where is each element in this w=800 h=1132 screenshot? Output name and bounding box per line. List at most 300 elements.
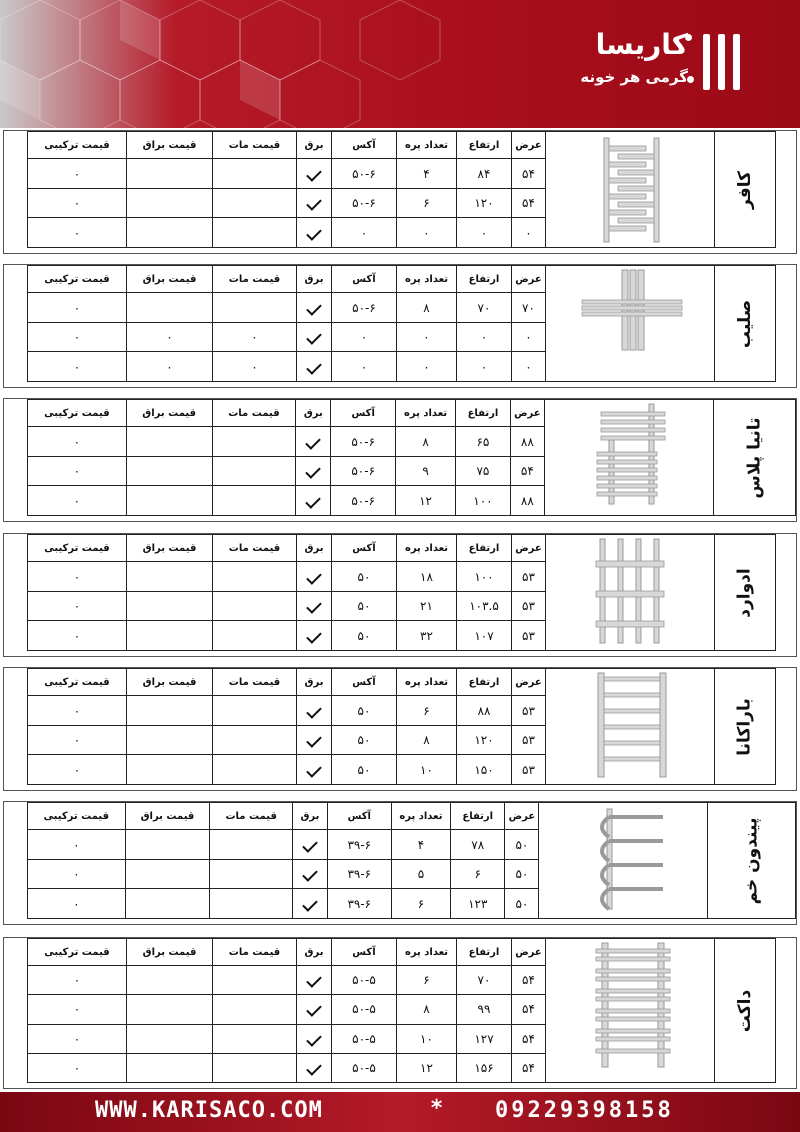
product-image [546,669,715,785]
electric-cell [297,188,332,218]
radiator-image-icon [546,939,714,1079]
glossy-cell [127,159,213,189]
width-cell: ۷۰ [512,293,546,323]
electric-cell [297,159,332,189]
glossy-cell [127,725,213,755]
height-cell: ۷۰ [457,293,512,323]
matte-cell [213,218,297,248]
glossy-cell [127,696,213,726]
matte-cell [213,966,297,995]
electric-cell [293,859,328,889]
column-header: آکس [332,535,397,562]
column-header: قیمت مات [212,400,296,427]
column-header: قیمت براق [127,132,213,159]
combined-cell: ۰ [28,591,127,621]
logo-dot-icon [687,76,694,83]
height-cell: ۱۵۶ [457,1053,512,1082]
matte-cell [212,427,296,457]
checkmark-icon [306,166,322,182]
axis-cell: ۵۰-۵ [332,1053,397,1082]
height-cell: ۶۵ [455,427,510,457]
product-image [544,400,713,516]
column-header: آکس [327,803,391,830]
product-name: ادوارد [735,567,755,618]
height-cell: ۰ [457,352,512,382]
combined-cell: ۰ [28,188,127,218]
electric-cell [297,1053,332,1082]
column-header: عرض [510,400,544,427]
column-header: قیمت مات [213,266,297,293]
column-header: قیمت ترکیبی [28,939,127,966]
product-table [27,802,796,919]
width-cell: ۵۰ [505,859,539,889]
combined-cell: ۰ [28,889,126,919]
width-cell: ۵۳ [512,696,546,726]
column-header: ارتفاع [457,132,512,159]
product-block [3,264,797,388]
electric-cell [297,322,332,352]
glossy-cell [126,486,212,516]
fins-cell: ۱۰ [397,1024,457,1053]
table-header-row [28,266,776,293]
axis-cell: ۰ [332,218,397,248]
radiator-image-icon [539,803,707,915]
axis-cell: ۵۰-۶ [331,456,396,486]
combined-cell: ۰ [28,486,127,516]
combined-cell: ۰ [28,621,127,651]
column-header: ارتفاع [455,400,510,427]
height-cell: ۱۲۰ [457,725,512,755]
combined-cell: ۰ [28,456,127,486]
product-name-cell [715,132,776,248]
product-name-cell [715,939,776,1083]
axis-cell: ۳۹-۶ [327,889,391,919]
glossy-cell [127,293,213,323]
column-header: آکس [331,400,396,427]
checkmark-icon [306,732,322,748]
radiator-image-icon [546,535,714,647]
column-header: قیمت براق [127,535,213,562]
matte-cell [210,830,293,860]
electric-cell [297,352,332,382]
axis-cell: ۵۰ [332,755,397,785]
width-cell: ۵۳ [512,591,546,621]
column-header: قیمت براق [125,803,210,830]
column-header: تعداد پره [397,266,457,293]
glossy-cell [125,830,210,860]
matte-cell [213,995,297,1024]
column-header: قیمت ترکیبی [28,132,127,159]
matte-cell [212,486,296,516]
column-header: تعداد پره [397,939,457,966]
glossy-cell [127,1053,213,1082]
matte-cell [213,562,297,592]
column-header: ارتفاع [457,939,512,966]
width-cell: ۵۴ [512,1024,546,1053]
matte-cell [213,1053,297,1082]
column-header: عرض [512,535,546,562]
axis-cell: ۵۰-۶ [331,486,396,516]
column-header: قیمت مات [210,803,293,830]
product-block [3,130,797,254]
height-cell: ۱۲۰ [457,188,512,218]
width-cell: ۵۴ [512,1053,546,1082]
column-header: ارتفاع [457,266,512,293]
column-header: قیمت مات [213,132,297,159]
width-cell: ۸۸ [510,427,544,457]
brand-name: کاریسا [595,28,688,61]
checkmark-icon [306,359,322,375]
axis-cell: ۵۰-۶ [332,159,397,189]
width-cell: ۵۴ [512,188,546,218]
width-cell: ۵۴ [512,159,546,189]
column-header: عرض [512,266,546,293]
combined-cell: ۰ [28,995,127,1024]
width-cell: ۵۳ [512,755,546,785]
axis-cell: ۵۰ [332,621,397,651]
checkmark-icon [306,434,322,450]
combined-cell: ۰ [28,1053,127,1082]
radiator-image-icon [546,266,714,378]
axis-cell: ۰ [332,352,397,382]
glossy-cell [127,1024,213,1053]
fins-cell: ۱۲ [396,486,456,516]
website-link[interactable]: WWW.KARISACO.COM [95,1098,323,1123]
fins-cell: ۸ [397,293,457,323]
electric-cell [297,696,332,726]
product-name: باراکانا [734,697,755,756]
width-cell: ۰ [512,218,546,248]
footer-banner [0,1092,800,1132]
electric-cell [297,293,332,323]
electric-cell [297,218,332,248]
product-name-cell [715,266,776,382]
column-header: برق [297,266,332,293]
height-cell: ۱۰۰ [457,562,512,592]
column-header: تعداد پره [396,400,456,427]
height-cell: ۹۹ [457,995,512,1024]
column-header: آکس [332,132,397,159]
width-cell: ۵۴ [510,456,544,486]
width-cell: ۵۳ [512,621,546,651]
column-header: برق [297,535,332,562]
product-block [3,533,797,657]
column-header: تعداد پره [397,132,457,159]
glossy-cell: ۰ [127,322,213,352]
column-header: آکس [332,266,397,293]
height-cell: ۱۲۳ [451,889,505,919]
fins-cell: ۱۲ [397,1053,457,1082]
combined-cell: ۰ [28,218,127,248]
height-cell: ۱۰۰ [455,486,510,516]
column-header: تعداد پره [391,803,450,830]
glossy-cell: ۰ [127,352,213,382]
combined-cell: ۰ [28,322,127,352]
column-header: تعداد پره [397,669,457,696]
height-cell: ۶ [451,859,505,889]
electric-cell [296,486,331,516]
column-header: آکس [332,939,397,966]
product-table [27,131,776,248]
column-header: قیمت ترکیبی [28,803,126,830]
height-cell: ۷۵ [455,456,510,486]
product-image [539,803,708,919]
combined-cell: ۰ [28,427,127,457]
product-block [3,937,797,1089]
fins-cell: ۴ [397,159,457,189]
matte-cell [213,725,297,755]
column-header: قیمت مات [213,939,297,966]
electric-cell [296,427,331,457]
height-cell: ۱۰۷ [457,621,512,651]
width-cell: ۸۸ [510,486,544,516]
column-header: قیمت ترکیبی [28,400,127,427]
fins-cell: ۸ [397,725,457,755]
width-cell: ۵۴ [512,995,546,1024]
axis-cell: ۳۹-۶ [327,859,391,889]
electric-cell [296,456,331,486]
matte-cell [212,456,296,486]
column-header: ارتفاع [451,803,505,830]
product-name: صلیب [735,299,755,348]
glossy-cell [127,188,213,218]
brand-tagline: گرمی هر خونه [580,68,688,86]
matte-cell: ۰ [213,322,297,352]
radiator-image-icon [546,132,714,244]
combined-cell: ۰ [28,859,126,889]
fins-cell: ۶ [391,889,450,919]
combined-cell: ۰ [28,725,127,755]
electric-cell [297,562,332,592]
glossy-cell [127,562,213,592]
combined-cell: ۰ [28,755,127,785]
fins-cell: ۶ [397,696,457,726]
axis-cell: ۵۰-۵ [332,966,397,995]
glossy-cell [127,218,213,248]
width-cell: ۰ [512,322,546,352]
table-header-row [28,803,796,830]
checkmark-icon [306,329,322,345]
product-image [546,132,715,248]
electric-cell [293,889,328,919]
height-cell: ۷۸ [451,830,505,860]
checkmark-icon [302,896,318,912]
glossy-cell [127,755,213,785]
footer-separator: * [430,1096,444,1121]
width-cell: ۵۴ [512,966,546,995]
axis-cell: ۵۰ [332,591,397,621]
product-name: تانیا پلاس [744,416,765,499]
axis-cell: ۵۰-۵ [332,995,397,1024]
product-name-cell [715,535,776,651]
product-name: داکت [735,989,755,1032]
column-header: قیمت مات [213,535,297,562]
axis-cell: ۵۰ [332,562,397,592]
width-cell: ۵۰ [505,889,539,919]
combined-cell: ۰ [28,696,127,726]
product-block [3,801,797,925]
fins-cell: ۱۸ [397,562,457,592]
column-header: ارتفاع [457,535,512,562]
column-header: عرض [512,669,546,696]
height-cell: ۸۴ [457,159,512,189]
column-header: قیمت ترکیبی [28,669,127,696]
phone-number[interactable]: 09229398158 [495,1098,674,1123]
electric-cell [297,621,332,651]
column-header: عرض [512,132,546,159]
width-cell: ۰ [512,352,546,382]
matte-cell: ۰ [213,352,297,382]
column-header: برق [297,669,332,696]
electric-cell [297,966,332,995]
combined-cell: ۰ [28,293,127,323]
column-header: برق [297,132,332,159]
glossy-cell [127,995,213,1024]
column-header: عرض [512,939,546,966]
logo-bars-icon [700,34,740,90]
matte-cell [213,188,297,218]
axis-cell: ۵۰-۶ [332,188,397,218]
column-header: تعداد پره [397,535,457,562]
fins-cell: ۱۰ [397,755,457,785]
product-name-cell [713,400,795,516]
width-cell: ۵۳ [512,562,546,592]
product-table [27,668,776,785]
combined-cell: ۰ [28,352,127,382]
fins-cell: ۳۲ [397,621,457,651]
checkmark-icon [306,973,322,989]
height-cell: ۷۰ [457,966,512,995]
axis-cell: ۵۰-۶ [331,427,396,457]
fins-cell: ۸ [397,995,457,1024]
column-header: آکس [332,669,397,696]
column-header: قیمت براق [127,669,213,696]
checkmark-icon [306,762,322,778]
electric-cell [293,830,328,860]
fins-cell: ۸ [396,427,456,457]
product-image [546,266,715,382]
product-block [3,667,797,791]
product-image [546,939,715,1083]
checkmark-icon [306,703,322,719]
product-image [546,535,715,651]
product-name-cell [708,803,796,919]
checkmark-icon [306,493,322,509]
column-header: قیمت براق [126,400,212,427]
checkmark-icon [306,1031,322,1047]
electric-cell [297,755,332,785]
matte-cell [210,889,293,919]
product-block [3,398,797,522]
checkmark-icon [306,1002,322,1018]
glossy-cell [125,859,210,889]
checkmark-icon [306,1060,322,1076]
column-header: برق [293,803,328,830]
height-cell: ۰ [457,322,512,352]
axis-cell: ۵۰ [332,696,397,726]
combined-cell: ۰ [28,159,127,189]
fins-cell: ۰ [397,352,457,382]
fins-cell: ۰ [397,218,457,248]
product-name: کافر [734,170,755,209]
column-header: ارتفاع [457,669,512,696]
glossy-cell [125,889,210,919]
product-name: پیندون خم [741,817,762,904]
matte-cell [213,755,297,785]
column-header: قیمت براق [127,939,213,966]
checkmark-icon [302,866,318,882]
matte-cell [213,293,297,323]
electric-cell [297,591,332,621]
checkmark-icon [306,463,322,479]
fins-cell: ۲۱ [397,591,457,621]
checkmark-icon [306,598,322,614]
axis-cell: ۵۰-۶ [332,293,397,323]
axis-cell: ۵۰-۵ [332,1024,397,1053]
height-cell: ۸۸ [457,696,512,726]
fins-cell: ۰ [397,322,457,352]
combined-cell: ۰ [28,830,126,860]
fins-cell: ۵ [391,859,450,889]
checkmark-icon [306,225,322,241]
axis-cell: ۵۰ [332,725,397,755]
column-header: عرض [505,803,539,830]
table-header-row [28,132,776,159]
table-header-row [28,400,796,427]
height-cell: ۱۵۰ [457,755,512,785]
fins-cell: ۴ [391,830,450,860]
width-cell: ۵۰ [505,830,539,860]
matte-cell [213,621,297,651]
matte-cell [210,859,293,889]
glossy-cell [127,966,213,995]
height-cell: ۱۲۷ [457,1024,512,1053]
electric-cell [297,725,332,755]
matte-cell [213,159,297,189]
checkmark-icon [302,837,318,853]
table-header-row [28,669,776,696]
checkmark-icon [306,195,322,211]
matte-cell [213,696,297,726]
axis-cell: ۰ [332,322,397,352]
product-table [27,938,776,1083]
column-header: قیمت ترکیبی [28,535,127,562]
combined-cell: ۰ [28,966,127,995]
glossy-cell [127,591,213,621]
table-header-row [28,535,776,562]
radiator-image-icon [545,400,713,512]
column-header: قیمت ترکیبی [28,266,127,293]
matte-cell [213,1024,297,1053]
product-table [27,534,776,651]
glossy-cell [126,456,212,486]
checkmark-icon [306,569,322,585]
brand-logo [540,28,740,100]
table-header-row [28,939,776,966]
height-cell: ۱۰۳.۵ [457,591,512,621]
product-table [27,399,796,516]
glossy-cell [126,427,212,457]
radiator-image-icon [546,669,714,781]
column-header: برق [296,400,331,427]
fins-cell: ۶ [397,188,457,218]
height-cell: ۰ [457,218,512,248]
electric-cell [297,995,332,1024]
glossy-cell [127,621,213,651]
fins-cell: ۶ [397,966,457,995]
column-header: قیمت براق [127,266,213,293]
product-name-cell [715,669,776,785]
